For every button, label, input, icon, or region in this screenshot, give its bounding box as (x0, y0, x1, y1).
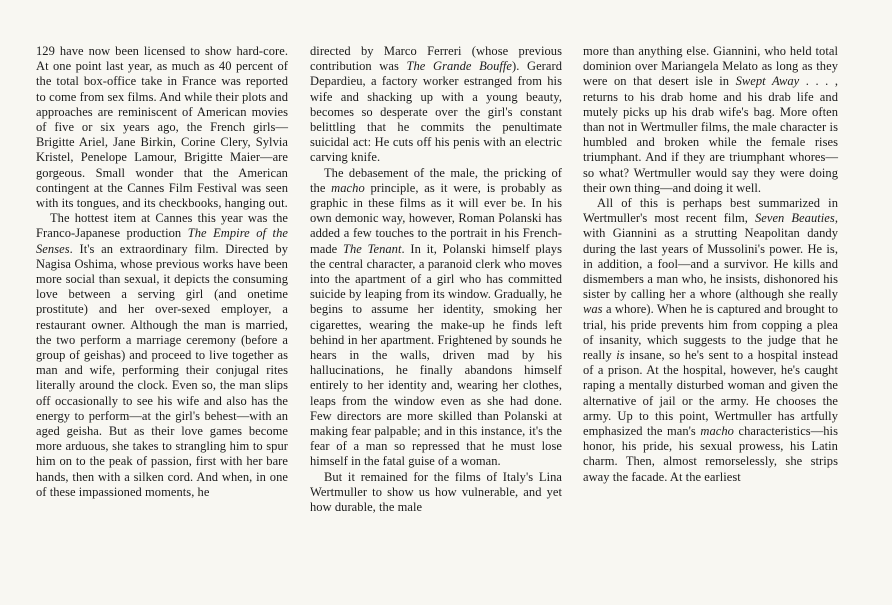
italic-phrase: macho (331, 180, 365, 195)
italic-phrase: The Empire of the Senses (36, 226, 288, 256)
paragraph (310, 470, 562, 516)
italic-phrase: The Grande Bouffe (406, 59, 513, 74)
italic-phrase: The Tenant (343, 241, 402, 256)
text-column-3 (583, 44, 838, 485)
text-run: . . . , returns to his drab home and his drab life and mutely picks up his drab wife's bag. More often than not in Wertmuller films, the male character is humbled and broken while the female rises triumphant. And if they are triumphant whores—so what? Wertmuller would say they were doing their own thing—and doing it well. (583, 74, 838, 195)
text-run: a whore). When he is captured and brought to trial, his pride prevents him from copping a plea of insanity, which suggests to the judge that he really (583, 302, 838, 363)
text-run: . It's an extraordinary film. Directed by Nagisa Oshima, whose previous works have been more social than sexual, it depicts the consuming love between a serving girl (and onetime prostitute) and her over-sexed employer, a restaurant owner. Although the man is married, the two perform a marriage ceremony (before a group of geishas) and proceed to live together as man and wife, performing their conjugal rites literally around the clock. Even so, the man slips off occasionally to see his wife and also has the energy to perform—at the girl's behest—with an aged geisha. But as their love games become more arduous, she takes to strangling him to spur him on to the peak of passion, first with her bare hands, then with a silken cord. And when, in one of these impassioned moments, he (36, 241, 288, 499)
italic-phrase: Seven Beauties (754, 211, 835, 226)
text-run: characteristics—his honor, his pride, his sexual prowess, his Latin charm. Then, almost remorselessly, she strips away the facade. At the earliest (583, 424, 838, 484)
text-run: The hottest item at Cannes this year was the Franco-Japanese production (36, 211, 288, 241)
paragraph (583, 196, 838, 485)
text-run: The debasement of the male, the pricking of the (310, 165, 562, 195)
text-run: 129 have now been licensed to show hard-core. At one point last year, as much as 40 percent of the total box-office take in France was reported to come from sex films. And while their plots and approaches are reminiscent of American movies of five or six years ago, the French girls—Brigitte Ariel, Jane Birkin, Corine Clery, Sylvia Kristel, Penelope Lamour, Brigitte Maier—are gorgeous. Small wonder that the American contingent at the Cannes Film Festival was seen with its tongues, and its checkbooks, hanging out. (36, 44, 288, 211)
text-run: , with Giannini as a strutting Neapolitan dandy during the last years of Mussolini's power. He is, in addition, a fool—and a survivor. He kills and dismembers a man who, he insists, dishonored his sister by calling her a whore (although she really (583, 211, 838, 302)
paragraph (310, 44, 562, 166)
text-run: But it remained for the films of Italy's Lina Wertmuller to show us how vulnerable, and yet how durable, the male (310, 469, 562, 515)
italic-phrase: Swept Away (735, 74, 800, 89)
text-run: directed by Marco Ferreri (whose previous contribution was (310, 44, 562, 74)
text-run: principle, as it were, is probably as graphic in these films as it will ever be. In his own demonic way, however, Roman Polanski has added a few touches to the portrait in his French-made (310, 180, 562, 256)
paragraph (310, 166, 562, 470)
text-run: . In it, Polanski himself plays the central character, a paranoid clerk who moves into the apartment of a girl who has committed suicide by leaping from its window. Gradually, he begins to assume her identity, smoking her cigarettes, wearing the make-up he finds left behind in her apartment. Frightened by sounds he hears in the walls, driven mad by his hallucinations, he finally abandons himself entirely to her identity and, wearing her clothes, leaps from the window even as she had done. Few directors are more skilled than Polanski at making fear palpable; and in this instance, it's the fear of a man so repressed that he must lose himself in the fatal guise of a woman. (310, 241, 562, 469)
italic-phrase: macho (700, 424, 734, 439)
text-run: insane, so he's sent to a hospital instead of a prison. At the hospital, however, he's caught raping a mentally disturbed woman and given the alternative of jail or the army. He chooses the army. Up to this point, Wertmuller has artfully emphasized the man's (583, 348, 838, 439)
paragraph (583, 44, 838, 196)
text-column-2 (310, 44, 562, 515)
paragraph (36, 44, 288, 211)
text-run: All of this is perhaps best summarized in Wertmuller's most recent film, (583, 196, 838, 226)
paragraph (36, 211, 288, 500)
italic-phrase: was (583, 302, 603, 317)
text-run: ). Gerard Depardieu, a factory worker estranged from his wife and shacking up with a young beauty, becomes so desperate over the girl's constant belittling that he commits the penultimate suicidal act: He cuts off his penis with an electric carving knife. (310, 59, 562, 165)
italic-phrase: is (616, 348, 625, 363)
text-column-1 (36, 44, 288, 500)
text-run: more than anything else. Giannini, who held total dominion over Mariangela Melato as long as they were on that desert isle in (583, 44, 838, 89)
